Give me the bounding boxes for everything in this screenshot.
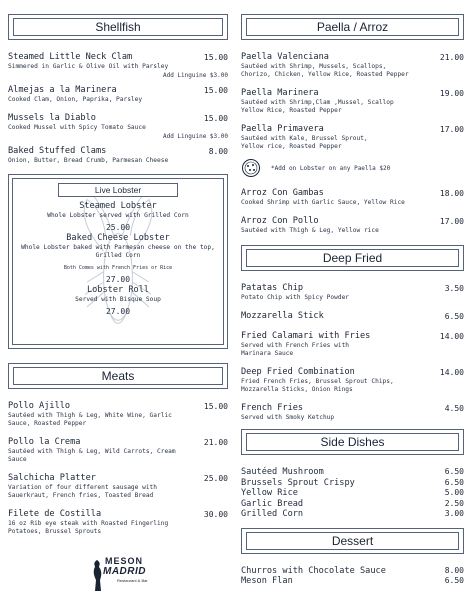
item-price: 21.00 <box>439 53 464 62</box>
item-name: Baked Stuffed Clams <box>8 146 107 156</box>
logo-top-text: MESON <box>105 556 144 566</box>
item-desc: Onion, Butter, Bread Crumb, Parmesan Cheese <box>8 157 169 164</box>
item-price: 15.00 <box>203 114 228 123</box>
item-desc: Served with Bisque Soup <box>75 296 161 303</box>
item-price: 3.50 <box>444 284 464 293</box>
item-desc: Simmered in Garlic & Olive Oil with Parsley <box>8 63 169 70</box>
list-item <box>241 499 464 510</box>
item-name: Paella Valenciana <box>241 52 329 62</box>
item-name: Grilled Corn <box>241 509 304 519</box>
item-price: 3.00 <box>444 509 464 518</box>
dessert-list <box>241 566 464 587</box>
item-price: 18.00 <box>439 189 464 198</box>
item-desc: Served with Smoky Ketchup <box>241 414 335 421</box>
menu-item <box>241 124 464 151</box>
paella-title: Paella / Arroz <box>246 18 459 36</box>
item-price: 8.00 <box>444 565 464 575</box>
menu-item <box>8 509 228 536</box>
item-desc: Variation of four different sausage with Sauerkraut, French fries, Toasted Bread <box>8 484 158 499</box>
menu-item <box>8 473 228 500</box>
item-name: Paella Marinera <box>241 88 319 98</box>
menu-item <box>241 403 464 422</box>
item-price: 25.00 <box>203 474 228 483</box>
item-price: 15.00 <box>203 86 228 95</box>
item-price: 21.00 <box>203 438 228 447</box>
item-name: Pollo Ajillo <box>8 401 71 411</box>
meats-title: Meats <box>13 367 223 385</box>
live-lobster-box <box>8 174 228 349</box>
item-name: Fried Calamari with Fries <box>241 331 371 341</box>
paella-addon <box>241 158 464 178</box>
fried-title: Deep Fried <box>246 249 459 267</box>
item-desc: Whole Lobster served with Grilled Corn <box>47 212 189 219</box>
menu-item <box>241 52 464 79</box>
item-addon: Add Linguine $3.00 <box>162 72 228 79</box>
item-price: 4.50 <box>444 404 464 413</box>
item-name: Yellow Rice <box>241 488 298 498</box>
item-desc: Cooked Mussel with Spicy Tomato Sauce <box>8 124 146 131</box>
logo-main-text: MADRID <box>103 566 146 577</box>
item-price: 6.50 <box>444 477 464 487</box>
item-name: Sautéed Mushroom <box>241 467 324 477</box>
menu-item <box>241 311 464 322</box>
menu-item <box>241 331 464 358</box>
item-price: 27.00 <box>105 275 131 284</box>
item-name: French Fries <box>241 403 304 413</box>
live-lobster-title: Live Lobster <box>58 183 178 197</box>
item-desc: Cooked Shrimp with Garlic Sauce, Yellow Rice <box>241 199 405 206</box>
item-desc: Whole Lobster baked with Parmesan cheese on the top, Grilled Corn <box>21 244 215 259</box>
item-price: 19.00 <box>439 89 464 98</box>
menu-item <box>241 188 464 207</box>
item-desc: Sautéed with Thigh & Leg, Wild Carrots, Cream Sauce <box>8 448 176 463</box>
paella-addon-text: *Add on Lobster on any Paella $20 <box>271 164 391 172</box>
item-desc: Sautéed with Thigh & Leg, White Wine, Garlic Sauce, Roasted Pepper <box>8 412 172 427</box>
item-price: 27.00 <box>105 307 131 316</box>
menu-item <box>8 437 228 464</box>
item-name: Steamed Lobster <box>79 201 157 211</box>
item-price: 6.50 <box>444 576 464 585</box>
sides-title: Side Dishes <box>246 433 459 451</box>
item-name: Mozzarella Stick <box>241 311 324 321</box>
item-desc: 16 oz Rib eye steak with Roasted Fingerling Potatoes, Brussel Sprouts <box>8 520 169 535</box>
list-item <box>241 478 464 489</box>
item-price: 6.50 <box>444 467 464 476</box>
list-item <box>241 467 464 478</box>
fried-header <box>241 245 464 271</box>
item-name: Almejas a la Marinera <box>8 85 117 95</box>
menu-item <box>8 85 228 104</box>
paella-pan-icon <box>241 158 261 178</box>
item-name: Churros with Chocolate Sauce <box>241 565 386 576</box>
right-column <box>241 14 464 595</box>
list-item <box>241 509 464 520</box>
sides-list <box>241 467 464 520</box>
logo-sub-text: Restaurant & Bar <box>117 578 148 583</box>
item-desc: Potato Chip with Spicy Powder <box>241 294 350 301</box>
live-lobster-inner <box>12 178 224 345</box>
item-addon: Add Linguine $3.00 <box>162 133 228 140</box>
item-desc: Fried French Fries, Brussel Sprout Chips, Mozzarella Sticks, Onion Rings <box>241 378 394 393</box>
menu-item <box>8 401 228 428</box>
item-name: Filete de Costilla <box>8 509 102 519</box>
dessert-header <box>241 528 464 554</box>
menu-item <box>241 88 464 115</box>
menu-item <box>8 113 228 141</box>
menu-item <box>241 367 464 394</box>
item-note: Both Comes with French Fries or Rice <box>63 265 173 271</box>
item-name: Mussels la Diablo <box>8 113 96 123</box>
lobster-list <box>13 201 223 317</box>
item-name: Patatas Chip <box>241 283 304 293</box>
item-name: Lobster Roll <box>86 285 150 295</box>
item-price: 17.00 <box>439 217 464 226</box>
item-desc: Cooked Clam, Onion, Paprika, Parsley <box>8 96 143 103</box>
item-desc: Sautéed with Shrimp,Clam ,Mussel, Scallop Yellow Rice, Roasted Pepper <box>241 99 394 114</box>
item-desc: Sautéed with Shrimp, Mussels, Scallops, Chorizo, Chicken, Yellow Rice, Roasted Pepper <box>241 63 409 78</box>
item-name: Salchicha Platter <box>8 473 96 483</box>
item-name: Paella Primavera <box>241 124 324 134</box>
item-name: Steamed Little Neck Clam <box>8 52 133 62</box>
item-name: Arroz Con Pollo <box>241 216 319 226</box>
item-desc: Sautéed with Thigh & Leg, Yellow rice <box>241 227 379 234</box>
item-price: 30.00 <box>203 510 228 519</box>
menu-item <box>8 52 228 80</box>
item-price: 2.50 <box>444 498 464 508</box>
item-price: 15.00 <box>203 53 228 62</box>
list-item <box>241 576 464 587</box>
item-name: Meson Flan <box>241 576 293 586</box>
list-item <box>241 566 464 577</box>
restaurant-logo <box>95 556 165 596</box>
item-name: Arroz Con Gambas <box>241 188 324 198</box>
paella-header <box>241 14 464 40</box>
item-desc: Served with French Fries with Marinara Sauce <box>241 342 350 357</box>
item-name: Pollo la Crema <box>8 437 81 447</box>
item-price: 15.00 <box>203 402 228 411</box>
item-name: Brussels Sprout Crispy <box>241 477 355 488</box>
left-column <box>8 14 228 545</box>
shellfish-title: Shellfish <box>13 18 223 36</box>
menu-item <box>241 283 464 302</box>
item-name: Garlic Bread <box>241 498 304 509</box>
item-price: 8.00 <box>208 147 228 156</box>
item-price: 17.00 <box>439 125 464 134</box>
item-price: 25.00 <box>105 223 131 232</box>
menu-item <box>241 216 464 235</box>
shellfish-header <box>8 14 228 40</box>
item-price: 5.00 <box>444 488 464 497</box>
menu-item <box>8 146 228 165</box>
meats-header <box>8 363 228 389</box>
item-price: 6.50 <box>444 312 464 321</box>
dessert-title: Dessert <box>246 532 459 550</box>
item-price: 14.00 <box>439 368 464 377</box>
sides-header <box>241 429 464 455</box>
item-desc: Sautéed with Kale, Brussel Sprout, Yellow rice, Roasted Pepper <box>241 135 368 150</box>
list-item <box>241 488 464 499</box>
item-name: Baked Cheese Lobster <box>66 233 170 243</box>
item-price: 14.00 <box>439 332 464 341</box>
item-name: Deep Fried Combination <box>241 367 355 377</box>
